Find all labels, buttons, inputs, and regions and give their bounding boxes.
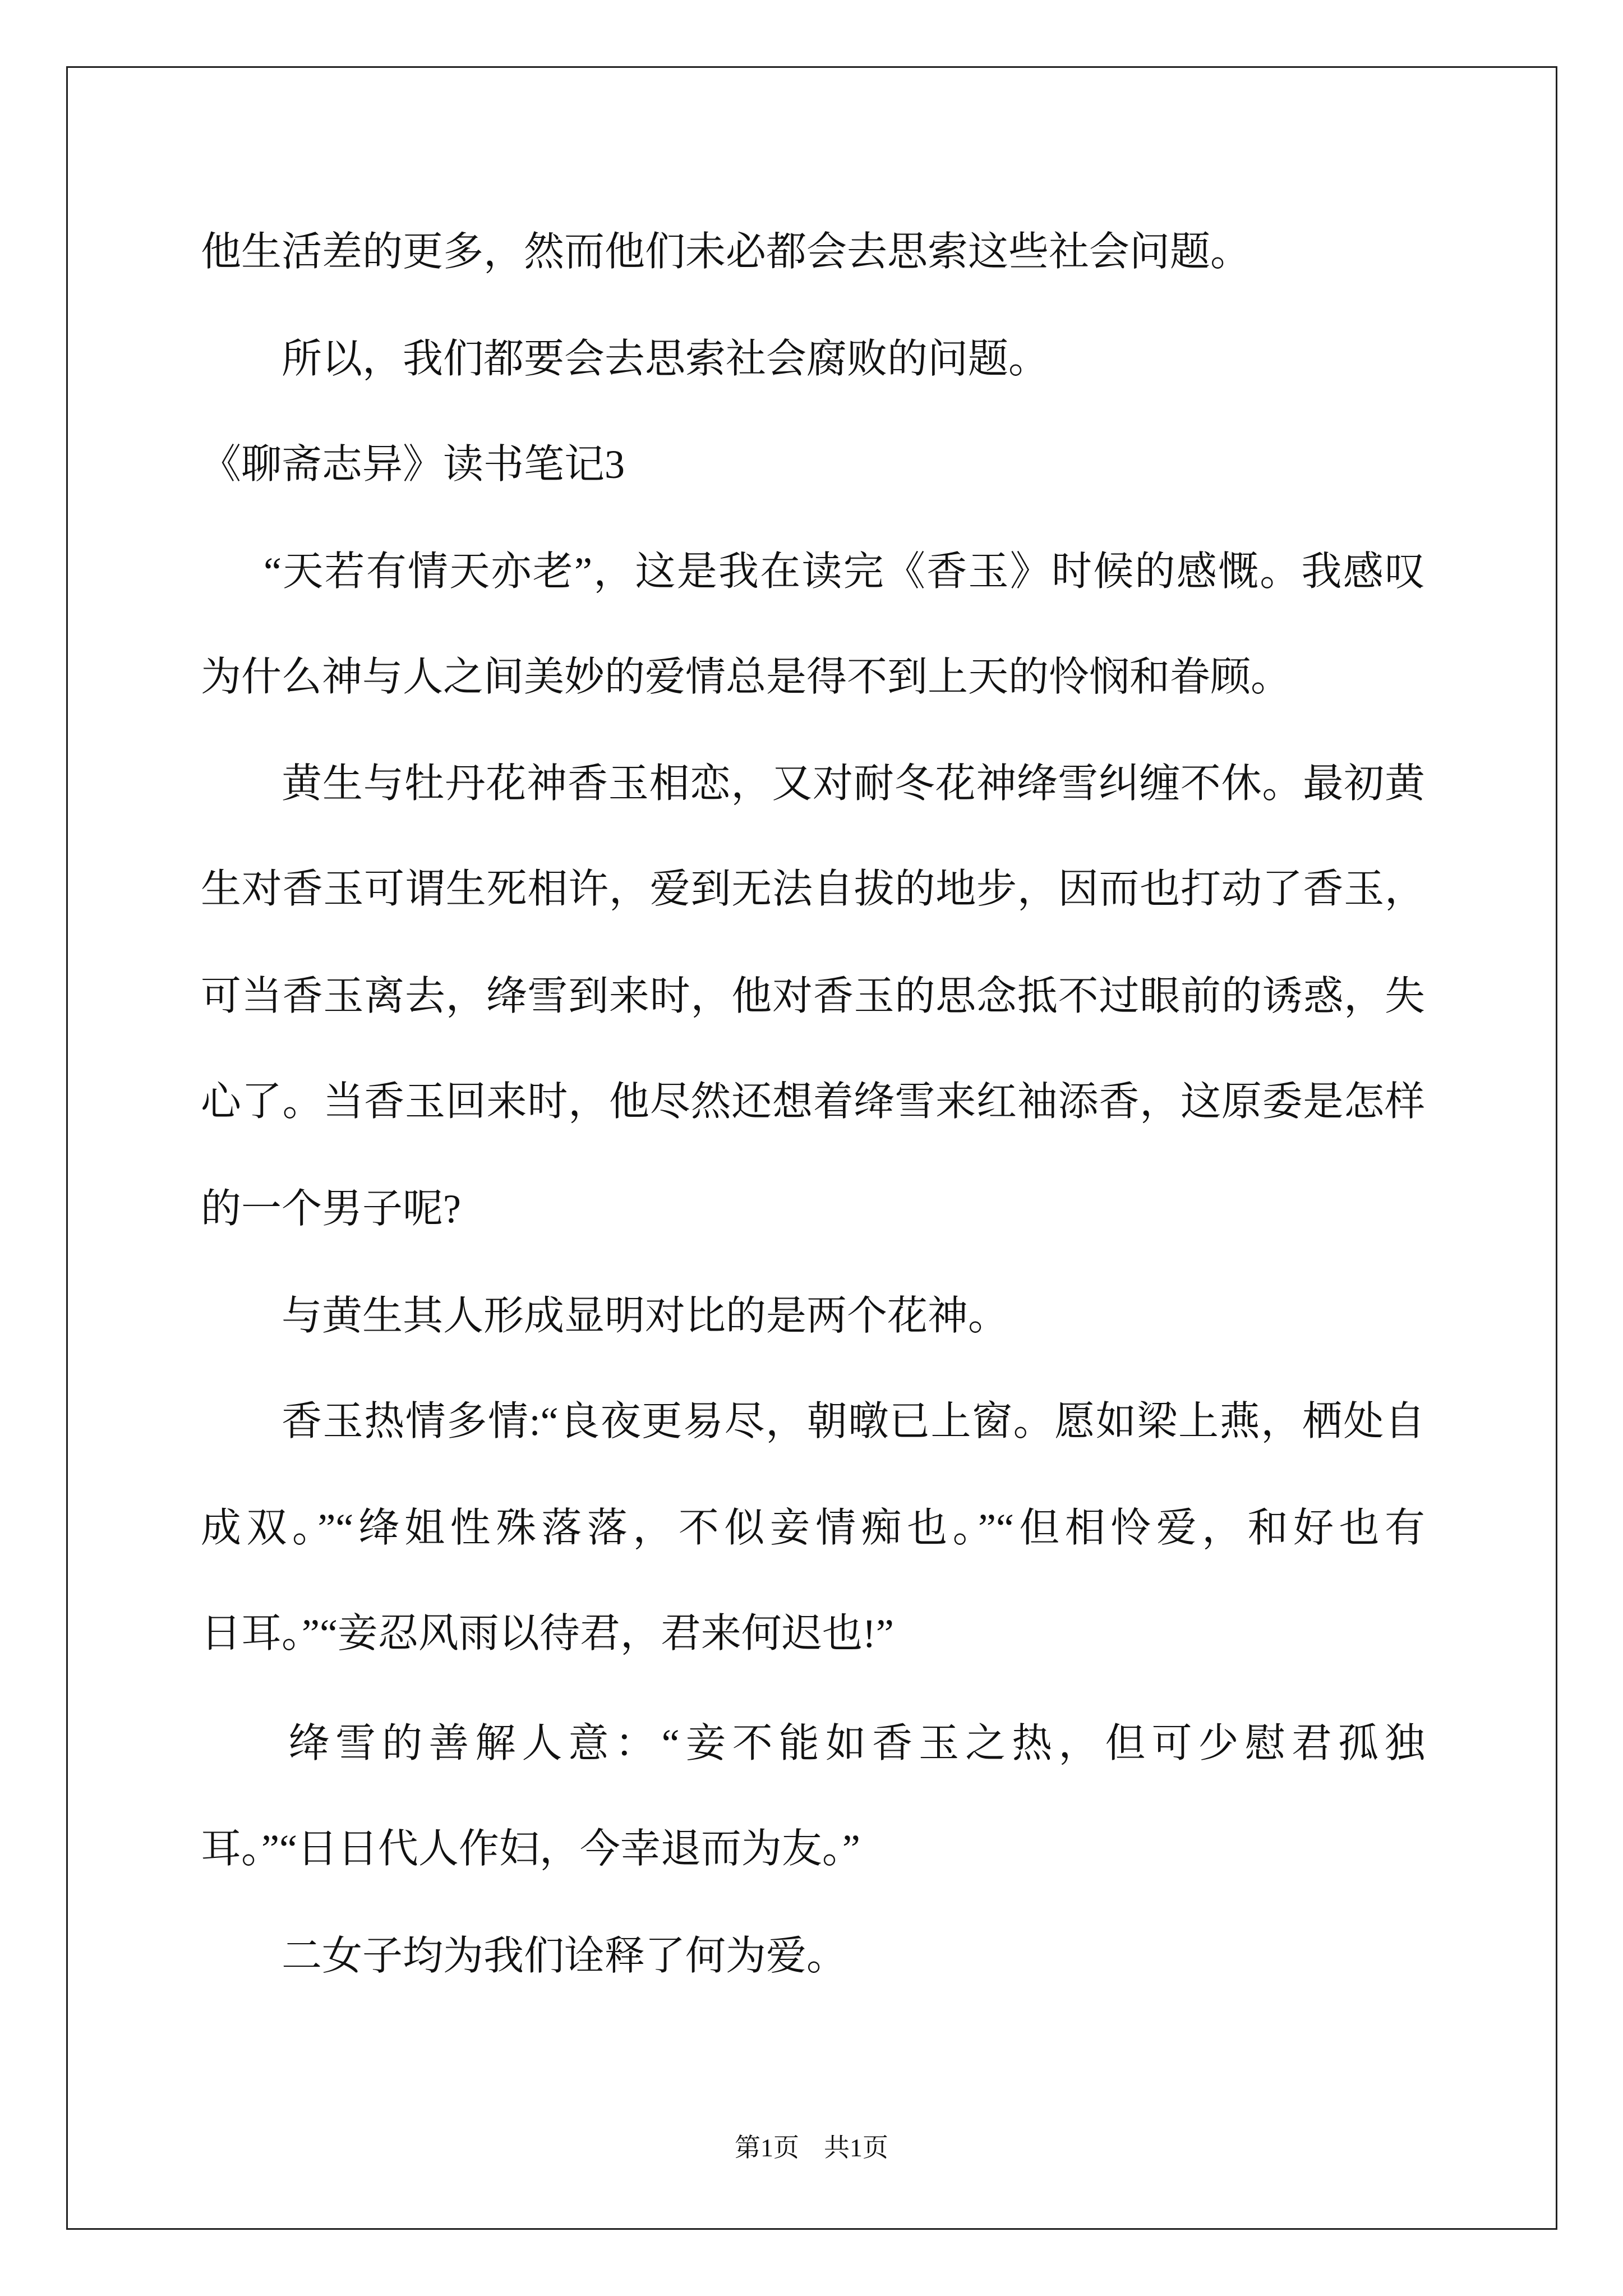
- page-footer: [0, 2130, 1623, 2161]
- text-line: 他生活差的更多，然而他们未必都会去思索这些社会问题。: [201, 229, 1251, 274]
- text-line: 可当香玉离去，绛雪到来时，他对香玉的思念抵不过眼前的诱惑，失: [201, 974, 1425, 1019]
- text-line: 黄生与牡丹花神香玉相恋，又对耐冬花神绛雪纠缠不休。最初黄: [282, 761, 1425, 806]
- page-border: [66, 66, 1557, 2230]
- text-line: 二女子均为我们诠释了何为爱。: [282, 1934, 847, 1978]
- text-line: 香玉热情多情:“良夜更易尽，朝暾已上窗。愿如梁上燕，栖处自: [282, 1399, 1425, 1444]
- text-line: “天若有情天亦老”，这是我在读完《香玉》时候的感慨。我感叹: [264, 549, 1425, 594]
- text-line: 耳。”“日日代人作妇，今幸退而为友。”: [201, 1826, 860, 1871]
- text-line: 为什么神与人之间美妙的爱情总是得不到上天的怜悯和眷顾。: [201, 655, 1292, 700]
- text-line: 日耳。”“妾忍风雨以待君，君来何迟也!”: [201, 1611, 894, 1656]
- text-line: 生对香玉可谓生死相许，爱到无法自拔的地步，因而也打动了香玉，: [201, 867, 1425, 912]
- text-line: 心了。当香玉回来时，他尽然还想着绛雪来红袖添香，这原委是怎样: [201, 1079, 1425, 1124]
- text-line: 与黄生其人形成显明对比的是两个花神。: [282, 1294, 1009, 1338]
- page-number-current: 第1页: [735, 2133, 799, 2162]
- section-title: 《聊斋志异》读书笔记3: [201, 442, 625, 487]
- page-number-total: 共1页: [824, 2133, 888, 2162]
- text-line: 成双。”“绛姐性殊落落，不似妾情痴也。”“但相怜爱，和好也有: [201, 1506, 1425, 1550]
- text-line: 所以，我们都要会去思索社会腐败的问题。: [282, 337, 1049, 381]
- text-line: 绛雪的善解人意：“妾不能如香玉之热，但可少慰君孤独: [289, 1721, 1425, 1766]
- text-line: 的一个男子呢?: [201, 1186, 461, 1231]
